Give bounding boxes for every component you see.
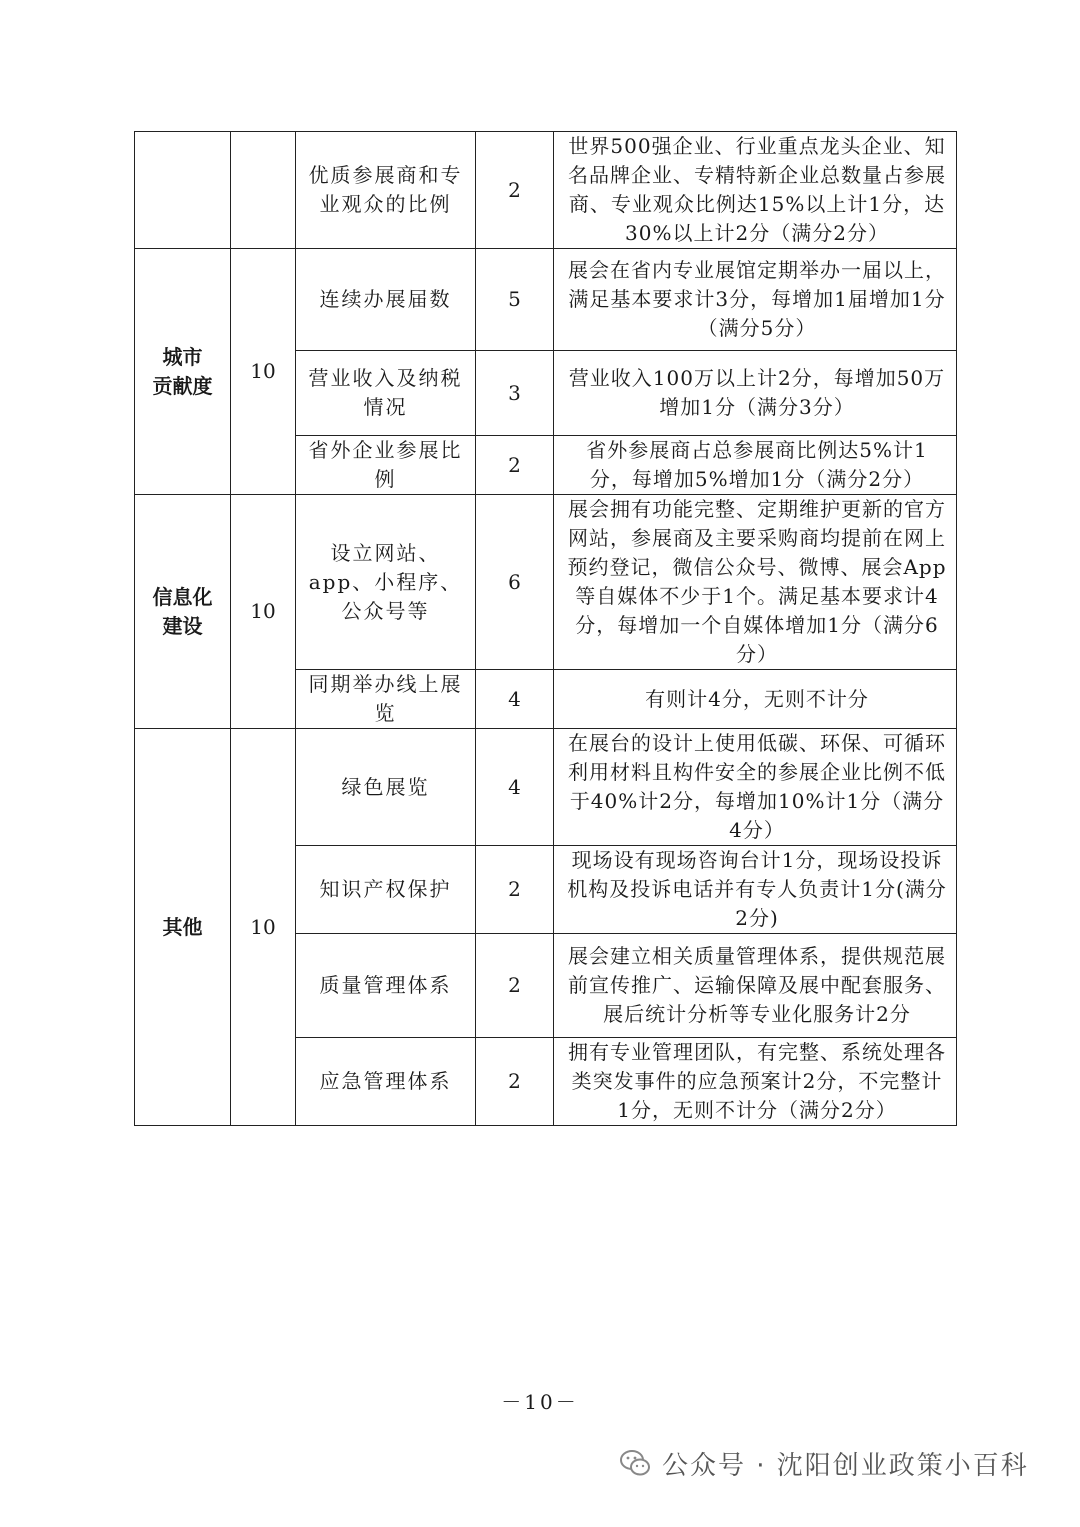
- desc-cell: 营业收入100万以上计2分，每增加50万增加1分（满分3分）: [554, 351, 957, 436]
- item-cell: 优质参展商和专业观众的比例: [296, 132, 476, 249]
- desc-cell: 展会建立相关质量管理体系，提供规范展前宣传推广、运输保障及展中配套服务、展后统计分析等专业化服务计2分: [554, 934, 957, 1038]
- category-cell-continued: [135, 132, 231, 249]
- score-cell: 4: [476, 670, 554, 729]
- desc-cell: 世界500强企业、行业重点龙头企业、知名品牌企业、专精特新企业总数量占参展商、专业观众比例达15%以上计1分，达30%以上计2分（满分2分）: [554, 132, 957, 249]
- desc-cell: 拥有专业管理团队，有完整、系统处理各类突发事件的应急预案计2分，不完整计1分，无则不计分（满分2分）: [554, 1038, 957, 1126]
- item-cell: 设立网站、app、小程序、公众号等: [296, 495, 476, 670]
- desc-cell: 现场设有现场咨询台计1分，现场设投诉机构及投诉电话并有专人负责计1分(满分2分): [554, 846, 957, 934]
- watermark-text: 公众号 · 沈阳创业政策小百科: [662, 1450, 1029, 1481]
- item-cell: 应急管理体系: [296, 1038, 476, 1126]
- score-cell: 5: [476, 249, 554, 351]
- score-cell: 2: [476, 846, 554, 934]
- total-cell: 10: [231, 729, 296, 1126]
- desc-cell: 在展台的设计上使用低碳、环保、可循环利用材料且构件安全的参展企业比例不低于40%计2分，每增加10%计1分（满分4分）: [554, 729, 957, 846]
- scoring-table: [134, 131, 957, 1126]
- page-number: －10－: [501, 1390, 579, 1414]
- total-cell: 10: [231, 249, 296, 495]
- desc-cell: 省外参展商占总参展商比例达5%计1分，每增加5%增加1分（满分2分）: [554, 436, 957, 495]
- category-cell: 城市 贡献度: [135, 249, 231, 495]
- item-cell: 同期举办线上展览: [296, 670, 476, 729]
- total-cell: 10: [231, 495, 296, 729]
- wechat-icon: [620, 1449, 650, 1477]
- score-cell: 6: [476, 495, 554, 670]
- desc-cell: 展会在省内专业展馆定期举办一届以上，满足基本要求计3分，每增加1届增加1分（满分5分）: [554, 249, 957, 351]
- table-row: [135, 729, 957, 846]
- item-cell: 省外企业参展比例: [296, 436, 476, 495]
- watermark: [620, 1438, 1029, 1488]
- score-cell: 4: [476, 729, 554, 846]
- desc-cell: 有则计4分，无则不计分: [554, 670, 957, 729]
- category-cell: 其他: [135, 729, 231, 1126]
- score-cell: 2: [476, 934, 554, 1038]
- score-cell: 3: [476, 351, 554, 436]
- desc-cell: 展会拥有功能完整、定期维护更新的官方网站，参展商及主要采购商均提前在网上预约登记，微信公众号、微博、展会App等自媒体不少于1个。满足基本要求计4分，每增加一个自媒体增加1分（满分6分）: [554, 495, 957, 670]
- item-cell: 绿色展览: [296, 729, 476, 846]
- category-cell: 信息化 建设: [135, 495, 231, 729]
- item-cell: 知识产权保护: [296, 846, 476, 934]
- score-cell: 2: [476, 1038, 554, 1126]
- score-cell: 2: [476, 132, 554, 249]
- table-row: [135, 249, 957, 351]
- item-cell: 质量管理体系: [296, 934, 476, 1038]
- table-row: [135, 132, 957, 249]
- item-cell: 连续办展届数: [296, 249, 476, 351]
- total-cell-continued: [231, 132, 296, 249]
- item-cell: 营业收入及纳税情况: [296, 351, 476, 436]
- table-row: [135, 495, 957, 670]
- score-cell: 2: [476, 436, 554, 495]
